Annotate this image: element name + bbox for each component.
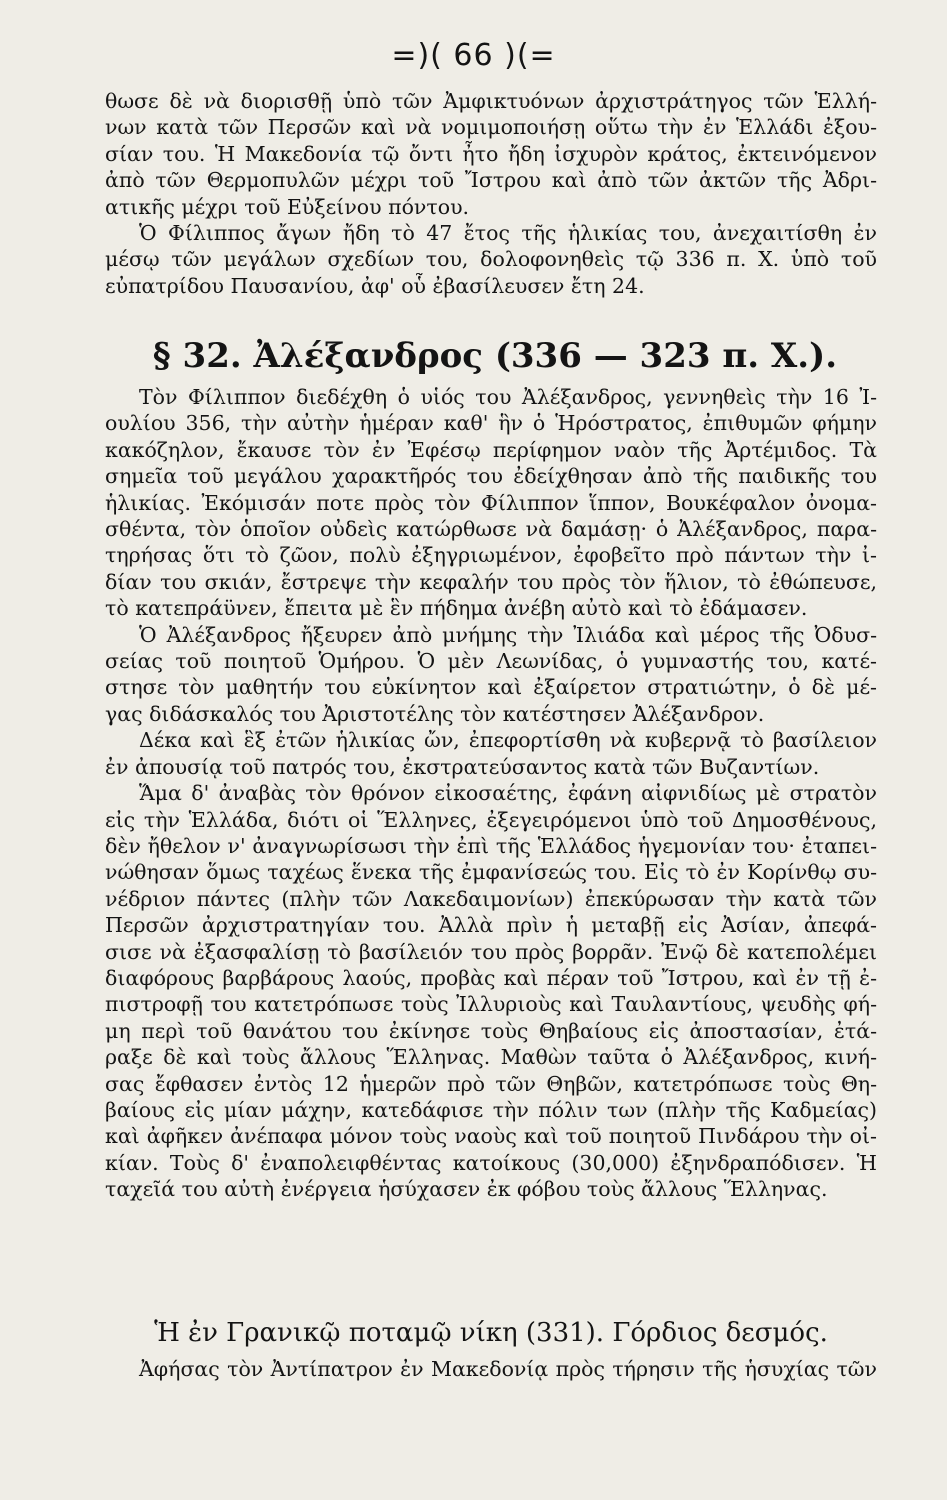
text-line: νων κατὰ τῶν Περσῶν καὶ νὰ νομιμοποιήσῃ οὕτω τὴν ἐν Ἑλλάδι ἐξου- (105, 115, 877, 140)
text-line: Ἅμα δ' ἀναβὰς τὸν θρόνον εἰκοσαέτης, ἐφάνη αἰφνιδίως μὲ στρατὸν (139, 781, 877, 806)
text-line: μέσῳ τῶν μεγάλων σχεδίων του, δολοφονηθεὶς τῷ 336 π. Χ. ὑπὸ τοῦ (105, 247, 877, 272)
text-line: σισε νὰ ἐξασφαλίσῃ τὸ βασίλειόν του πρὸς βορρᾶν. Ἐνῷ δὲ κατεπολέμει (105, 939, 877, 964)
text-line: νέδριον πάντες (πλὴν τῶν Λακεδαιμονίων) ἐπεκύρωσαν τὴν κατὰ τῶν (105, 886, 877, 911)
text-line: γας διδάσκαλός του Ἀριστοτέλης τὸν κατέστησεν Ἀλέξανδρον. (105, 701, 765, 726)
text-line: Ὁ Ἀλέξανδρος ἤξευρεν ἀπὸ μνήμης τὴν Ἰλιάδα καὶ μέρος τῆς Ὀδυσ- (139, 622, 877, 647)
text-line: εὐπατρίδου Παυσανίου, ἀφ' οὗ ἐβασίλευσεν ἔτη 24. (105, 273, 645, 298)
paragraph-block-antipater (105, 1356, 877, 1382)
text-line: ουλίου 356, τὴν αὐτὴν ἡμέραν καθ' ἣν ὁ Ἡρόστρατος, ἐπιθυμῶν φήμην (105, 411, 877, 436)
text-line: εἰς τὴν Ἑλλάδα, διότι οἱ Ἕλληνες, ἐξεγειρόμενοι ὑπὸ τοῦ Δημοσθένους, (105, 807, 877, 832)
text-line: τηρήσας ὅτι τὸ ζῶον, πολὺ ἐξηγριωμένον, ἐφοβεῖτο πρὸ πάντων τὴν ἰ- (105, 543, 877, 568)
text-line: σείας τοῦ ποιητοῦ Ὁμήρου. Ὁ μὲν Λεωνίδας, ὁ γυμναστής του, κατέ- (105, 649, 877, 674)
text-line: καὶ ἀφῆκεν ἀνέπαφα μόνον τοὺς ναοὺς καὶ τοῦ ποιητοῦ Πινδάρου τὴν οἰ- (105, 1124, 877, 1149)
text-line: θωσε δὲ νὰ διορισθῇ ὑπὸ τῶν Ἀμφικτυόνων ἀρχιστράτηγος τῶν Ἑλλή- (105, 89, 877, 113)
text-line: στησε τὸν μαθητήν του εὐκίνητον καὶ ἐξαίρετον στρατιώτην, ὁ δὲ μέ- (105, 675, 877, 700)
paragraph-block-alexander (105, 384, 877, 1203)
text-line: ἐν ἀπουσίᾳ τοῦ πατρός του, ἐκστρατεύσαντος κατὰ τῶν Βυζαντίων. (105, 754, 820, 779)
text-line: ἀπὸ τῶν Θερμοπυλῶν μέχρι τοῦ Ἴστρου καὶ ἀπὸ τῶν ἀκτῶν τῆς Ἀδρι- (105, 168, 877, 193)
text-line: ταχεῖά του αὐτὴ ἐνέργεια ἡσύχασεν ἐκ φόβου τοὺς ἄλλους Ἕλληνας. (105, 1177, 828, 1202)
text-line: Τὸν Φίλιππον διεδέχθη ὁ υἱός του Ἀλέξανδρος, γεννηθεὶς τὴν 16 Ἰ- (139, 385, 877, 409)
text-line: πιστροφῇ του κατετρόπωσε τοὺς Ἰλλυριοὺς καὶ Ταυλαντίους, ψευδὴς φή- (105, 992, 877, 1017)
text-line: Περσῶν ἀρχιστρατηγίαν του. Ἀλλὰ πρὶν ἡ μεταβῇ εἰς Ἀσίαν, ἀπεφά- (105, 913, 877, 938)
subheading-granicus: Ἡ ἐν Γρανικῷ ποταμῷ νίκη (331). Γόρδιος δεσμός. (154, 1318, 828, 1348)
text-line: κακόζηλον, ἔκαυσε τὸν ἐν Ἐφέσῳ περίφημον ναὸν τῆς Ἀρτέμιδος. Τὰ (105, 437, 877, 462)
text-line: σθέντα, τὸν ὁποῖον οὐδεὶς κατώρθωσε νὰ δαμάσῃ· ὁ Ἀλέξανδρος, παρα- (105, 517, 877, 542)
section-heading: § 32. Ἀλέξανδρος (336 — 323 π. Χ.). (152, 336, 838, 376)
text-line: κίαν. Τοὺς δ' ἐναπολειφθέντας κατοίκους (30,000) ἐξηνδραπόδισεν. Ἡ (105, 1150, 877, 1175)
text-line: ατικῆς μέχρι τοῦ Εὐξείνου πόντου. (105, 194, 470, 219)
text-line: Ὁ Φίλιππος ἄγων ἤδη τὸ 47 ἔτος τῆς ἡλικίας του, ἀνεχαιτίσθη ἐν (139, 221, 877, 246)
text-line: βαίους εἰς μίαν μάχην, κατεδάφισε τὴν πόλιν των (πλὴν τῆς Καδμείας) (105, 1097, 877, 1122)
text-line: σας ἔφθασεν ἐντὸς 12 ἡμερῶν πρὸ τῶν Θηβῶν, κατετρόπωσε τοὺς Θη- (105, 1071, 877, 1096)
text-line: Ἀφήσας τὸν Ἀντίπατρον ἐν Μακεδονίᾳ πρὸς τήρησιν τῆς ἡσυχίας τῶν (139, 1357, 877, 1381)
text-line: διαφόρους βαρβάρους λαούς, προβὰς καὶ πέραν τοῦ Ἴστρου, καὶ ἐν τῇ ἐ- (105, 965, 877, 990)
text-line: ραξε δὲ καὶ τοὺς ἄλλους Ἕλληνας. Μαθὼν ταῦτα ὁ Ἀλέξανδρος, κινή- (105, 1045, 877, 1070)
text-line: δίαν του σκιάν, ἔστρεψε τὴν κεφαλήν του πρὸς τὸν ἥλιον, τὸ ἐθώπευσε, (105, 569, 877, 594)
text-line: δὲν ἤθελον ν' ἀναγνωρίσωσι τὴν ἐπὶ τῆς Ἑλλάδος ἡγεμονίαν του· ἐταπει- (105, 833, 877, 858)
text-line: τὸ κατεπράϋνεν, ἔπειτα μὲ ἓν πήδημα ἀνέβη αὐτὸ καὶ τὸ ἐδάμασεν. (105, 596, 808, 621)
page-number: =)( 66 )(= (391, 38, 556, 73)
text-line: ἡλικίας. Ἐκόμισάν ποτε πρὸς τὸν Φίλιππον ἵππον, Βουκέφαλον ὀνομα- (105, 490, 877, 515)
text-line: μη περὶ τοῦ θανάτου του ἐκίνησε τοὺς Θηβαίους εἰς ἀποστασίαν, ἐτά- (105, 1018, 877, 1043)
text-line: σίαν του. Ἡ Μακεδονία τῷ ὄντι ἦτο ἤδη ἰσχυρὸν κράτος, ἐκτεινόμενον (105, 141, 877, 166)
text-line: σημεῖα τοῦ μεγάλου χαρακτῆρός του ἐδείχθησαν ἀπὸ τῆς παιδικῆς του (105, 464, 877, 489)
text-line: Δέκα καὶ ἓξ ἐτῶν ἡλικίας ὤν, ἐπεφορτίσθη νὰ κυβερνᾷ τὸ βασίλειον (139, 728, 877, 753)
paragraph-block-philip (105, 88, 877, 299)
text-line: νώθησαν ὅμως ταχέως ἕνεκα τῆς ἐμφανίσεώς του. Εἰς τὸ ἐν Κορίνθῳ συ- (105, 860, 877, 885)
